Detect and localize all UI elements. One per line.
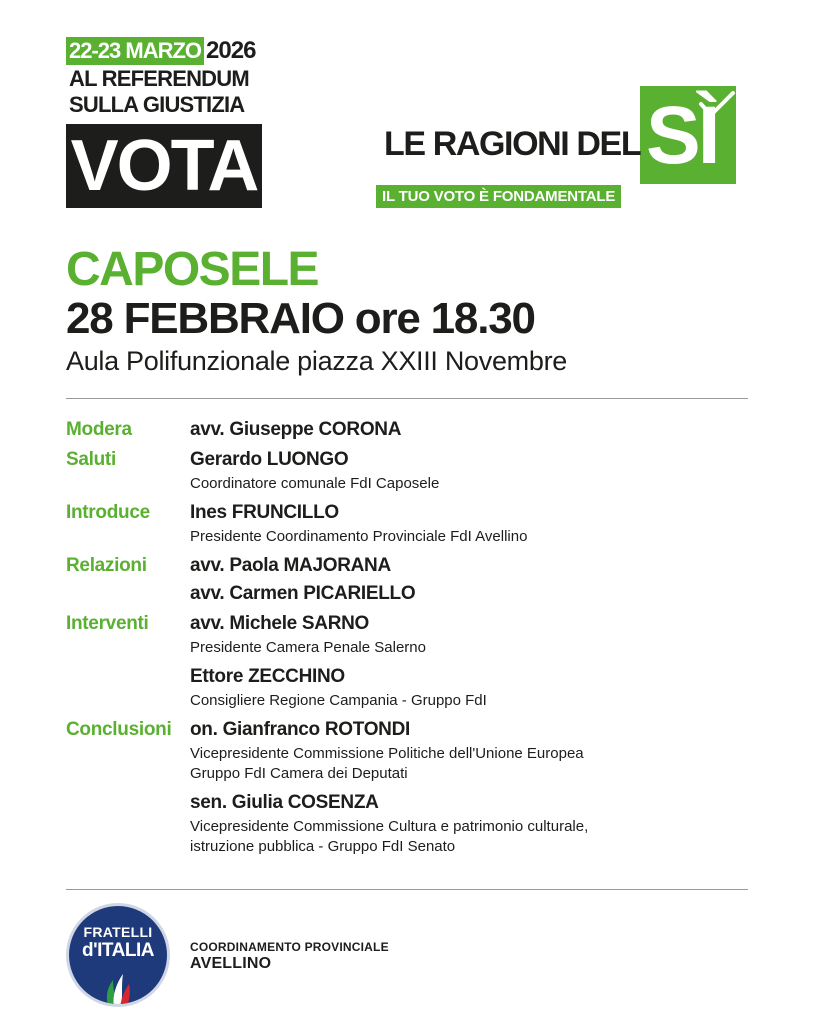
vota-box: VOTA <box>66 124 262 208</box>
date-highlight: 22-23 MARZO <box>66 37 204 65</box>
speaker-name: on. Gianfranco ROTONDI <box>190 719 411 740</box>
si-text: SÌ <box>646 90 718 181</box>
referendum-block <box>66 36 276 208</box>
speaker-role: Vicepresidente Commissione Politiche dell'Unione Europea <box>190 745 584 762</box>
program-row-introduce <box>66 499 756 552</box>
speaker-name: Ines FRUNCILLO <box>190 502 339 523</box>
campaign-title: LE RAGIONI DEL <box>384 125 641 163</box>
speaker-role: istruzione pubblica - Gruppo FdI Senato <box>190 838 456 855</box>
referendum-line-2: SULLA GIUSTIZIA <box>69 92 245 117</box>
tricolor-flame-icon <box>69 964 167 1007</box>
event-venue: Aula Polifunzionale piazza XXIII Novembre <box>66 346 567 376</box>
speaker-name: Gerardo LUONGO <box>190 449 349 470</box>
program-row-saluti <box>66 446 756 499</box>
role-label: Conclusioni <box>66 719 172 740</box>
logo-line-1: FRATELLI <box>83 924 153 940</box>
program-row-interventi <box>66 610 756 716</box>
event-city: CAPOSELE <box>66 243 319 296</box>
program <box>66 416 756 862</box>
speaker-role: Coordinatore comunale FdI Caposele <box>190 475 440 492</box>
speaker-role: Gruppo FdI Camera dei Deputati <box>190 765 408 782</box>
speaker-role: Consigliere Regione Campania - Gruppo FdI <box>190 692 487 709</box>
divider-top <box>66 398 748 399</box>
year: 2026 <box>206 37 256 64</box>
speaker-name: avv. Carmen PICARIELLO <box>190 583 416 604</box>
speaker-role: Presidente Coordinamento Provinciale FdI Avellino <box>190 528 528 545</box>
divider-bottom <box>66 889 748 890</box>
campaign-tagline: IL TUO VOTO È FONDAMENTALE <box>376 185 621 208</box>
speaker-role: Vicepresidente Commissione Cultura e patrimonio culturale, <box>190 818 589 835</box>
coordination-line-1: COORDINAMENTO PROVINCIALE <box>190 940 389 954</box>
event-datetime: 28 FEBBRAIO ore 18.30 <box>66 294 535 343</box>
role-label: Modera <box>66 419 132 440</box>
logo-line-2: d'ITALIA <box>82 940 154 961</box>
speaker-name: avv. Paola MAJORANA <box>190 555 391 576</box>
program-row-relazioni <box>66 552 756 608</box>
role-label: Relazioni <box>66 555 147 576</box>
date-line <box>66 36 276 66</box>
role-label: Introduce <box>66 502 150 523</box>
speaker-name: avv. Giuseppe CORONA <box>190 419 402 440</box>
speaker-name: sen. Giulia COSENZA <box>190 792 379 813</box>
party-logo <box>66 903 170 1007</box>
checkmark-icon <box>698 90 736 120</box>
coordination-line-2: AVELLINO <box>190 955 272 972</box>
speaker-name: Ettore ZECCHINO <box>190 666 345 687</box>
speaker-name: avv. Michele SARNO <box>190 613 370 634</box>
role-label: Saluti <box>66 449 116 470</box>
role-label: Interventi <box>66 613 149 634</box>
speaker-role: Presidente Camera Penale Salerno <box>190 639 426 656</box>
program-row-modera <box>66 416 756 444</box>
program-row-conclusioni <box>66 716 756 862</box>
referendum-line-1: AL REFERENDUM <box>69 66 249 91</box>
